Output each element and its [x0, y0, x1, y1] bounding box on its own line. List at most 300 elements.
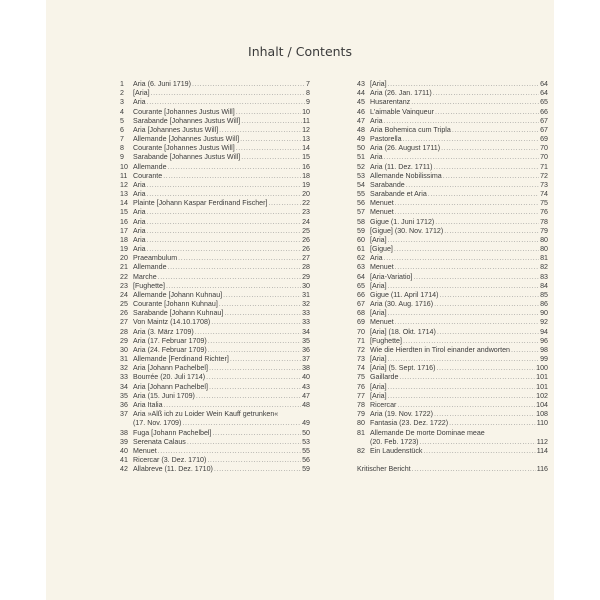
- entry-title: Bourrée (20. Juli 1714): [133, 373, 206, 382]
- entry-number: 63: [357, 263, 365, 272]
- dot-leader: [182, 419, 301, 428]
- entry-page: 69: [540, 135, 548, 144]
- dot-leader: [241, 153, 301, 162]
- toc-entry[interactable]: [120, 218, 310, 227]
- dot-leader: [196, 392, 301, 401]
- entry-page: 15: [302, 153, 310, 162]
- dot-leader: [147, 181, 301, 190]
- entry-title: [Aria]: [370, 309, 387, 318]
- toc-entry[interactable]: [357, 429, 548, 438]
- entry-number: 71: [357, 336, 365, 345]
- toc-entry[interactable]: [357, 144, 548, 153]
- entry-page: 9: [306, 98, 310, 107]
- toc-entry[interactable]: [120, 346, 310, 355]
- page-title: Inhalt / Contents: [248, 44, 352, 59]
- entry-number: 52: [357, 162, 365, 171]
- dot-leader: [399, 373, 535, 382]
- dot-leader: [443, 172, 539, 181]
- entry-page: 100: [536, 364, 548, 373]
- toc-entry[interactable]: [357, 208, 548, 217]
- entry-page: 72: [540, 171, 548, 180]
- toc-entry[interactable]: [357, 199, 548, 208]
- entry-page: 16: [302, 162, 310, 171]
- dot-leader: [219, 300, 301, 309]
- toc-entry[interactable]: [120, 199, 310, 208]
- entry-title: Aria (15. Juni 1709): [133, 391, 195, 400]
- entry-page: 28: [302, 263, 310, 272]
- dot-leader: [147, 236, 301, 245]
- toc-entry[interactable]: [120, 172, 310, 181]
- entry-title: Aria [Johannes Justus Will]: [133, 125, 219, 134]
- entry-number: 75: [357, 373, 365, 382]
- entry-page: 25: [302, 226, 310, 235]
- entry-number: 82: [357, 446, 365, 455]
- toc-entry[interactable]: [120, 318, 310, 327]
- entry-page: 35: [302, 336, 310, 345]
- toc-entry[interactable]: [120, 383, 310, 392]
- entry-page: 31: [302, 290, 310, 299]
- entry-title: Allemande [Ferdinand Richter]: [133, 355, 229, 364]
- entry-title: Allemande [Johannes Justus Will]: [133, 135, 240, 144]
- entry-title: [Aria]: [370, 355, 387, 364]
- dot-leader: [384, 153, 539, 162]
- entry-page: 78: [540, 217, 548, 226]
- toc-entry[interactable]: [120, 392, 310, 401]
- dot-leader: [147, 227, 301, 236]
- entry-page: 99: [540, 355, 548, 364]
- entry-number: 27: [120, 318, 128, 327]
- entry-page: 83: [540, 272, 548, 281]
- entry-page: 23: [302, 208, 310, 217]
- toc-entry[interactable]: [120, 282, 310, 291]
- toc-entry[interactable]: [120, 438, 310, 447]
- toc-entry[interactable]: [357, 227, 548, 236]
- entry-number: 72: [357, 345, 365, 354]
- entry-page: 65: [540, 98, 548, 107]
- toc-entry[interactable]: [120, 227, 310, 236]
- dot-leader: [147, 245, 301, 254]
- toc-entry[interactable]: [357, 419, 548, 428]
- dot-leader: [388, 355, 540, 364]
- toc-entry[interactable]: [357, 218, 548, 227]
- entry-page: 33: [302, 309, 310, 318]
- entry-title: Von Maintz (14.10.1708): [133, 318, 211, 327]
- entry-title: Courante [Johannes Justus Will]: [133, 144, 235, 153]
- toc-entry[interactable]: [357, 126, 548, 135]
- toc-entry[interactable]: [357, 318, 548, 327]
- entry-page: 114: [536, 446, 548, 455]
- toc-entry[interactable]: [120, 190, 310, 199]
- entry-number: 69: [357, 318, 365, 327]
- entry-page: 53: [302, 437, 310, 446]
- entry-title: Aria »Alß ich zu Loider Wein Kauff getrunken«: [133, 410, 279, 419]
- toc-entry[interactable]: [120, 236, 310, 245]
- dot-leader: [411, 98, 539, 107]
- entry-title: [Aria-Variatio]: [370, 272, 413, 281]
- entry-page: 59: [302, 465, 310, 474]
- toc-entry[interactable]: [357, 392, 548, 401]
- contents-left-column: [120, 80, 310, 474]
- entry-page: 64: [540, 79, 548, 88]
- dot-leader: [223, 291, 301, 300]
- entry-page: 14: [302, 144, 310, 153]
- entry-title: Aria: [370, 153, 383, 162]
- entry-number: 41: [120, 456, 128, 465]
- entry-page: 81: [540, 254, 548, 263]
- toc-entry[interactable]: [120, 291, 310, 300]
- dot-leader: [158, 447, 301, 456]
- dot-leader: [158, 273, 301, 282]
- entry-number: 28: [120, 327, 128, 336]
- entry-page: 70: [540, 153, 548, 162]
- toc-entry-continuation[interactable]: [357, 438, 548, 447]
- entry-title: Aria: [133, 180, 146, 189]
- dot-leader: [397, 401, 535, 410]
- entry-number: 78: [357, 401, 365, 409]
- entry-number: 66: [357, 290, 365, 299]
- entry-number: 46: [357, 107, 365, 116]
- entry-title: Aria (30. Aug. 1716): [370, 300, 434, 309]
- dot-leader: [384, 117, 539, 126]
- entry-number: 3: [120, 98, 124, 107]
- entry-title: [Gigue] (30. Nov. 1712): [370, 226, 444, 235]
- toc-entry[interactable]: [120, 254, 310, 263]
- dot-leader: [449, 419, 536, 428]
- entry-page: 24: [302, 217, 310, 226]
- toc-entry[interactable]: [357, 346, 548, 355]
- entry-title: Serenata Calaus: [133, 437, 186, 446]
- entry-title: [Fughette]: [370, 336, 402, 345]
- dot-leader: [394, 245, 539, 254]
- entry-number: 4: [120, 107, 124, 116]
- entry-title: Aria (3. März 1709): [133, 327, 194, 336]
- toc-entry[interactable]: [357, 364, 548, 373]
- toc-entry[interactable]: [357, 80, 548, 89]
- entry-title: Aria: [133, 226, 146, 235]
- entry-page: 102: [536, 391, 548, 400]
- entry-title: Sarabande [Johannes Justus Will]: [133, 116, 241, 125]
- dot-leader: [423, 447, 535, 456]
- dot-leader: [195, 328, 301, 337]
- toc-entry[interactable]: [357, 89, 548, 98]
- entry-page: 82: [540, 263, 548, 272]
- toc-entry[interactable]: [357, 273, 548, 282]
- entry-title: [Aria]: [370, 79, 387, 88]
- toc-entry[interactable]: [357, 263, 548, 272]
- toc-entry[interactable]: [120, 144, 310, 153]
- entry-number: 18: [120, 235, 128, 244]
- entry-title: Sarabande [Johannes Justus Will]: [133, 153, 241, 162]
- dot-leader: [388, 309, 540, 318]
- toc-entry[interactable]: [120, 245, 310, 254]
- toc-entry[interactable]: [120, 89, 310, 98]
- entry-number: 30: [120, 345, 128, 354]
- dot-leader: [206, 373, 301, 382]
- entry-number: 76: [357, 382, 365, 391]
- entry-number: 14: [120, 199, 128, 208]
- toc-entry[interactable]: [120, 447, 310, 456]
- entry-page: 101: [536, 373, 548, 382]
- entry-title: Allemande [Johann Kuhnau]: [133, 290, 223, 299]
- dot-leader: [147, 208, 301, 217]
- entry-page: 66: [540, 107, 548, 116]
- entry-title: Sarabande [Johann Kuhnau]: [133, 309, 224, 318]
- dot-leader: [413, 273, 539, 282]
- entry-number: 74: [357, 364, 365, 373]
- entry-title: Plainte [Johann Kaspar Ferdinand Fischer]: [133, 199, 268, 208]
- entry-title: Pastorella: [370, 135, 402, 144]
- entry-page: 55: [302, 446, 310, 455]
- entry-number: 5: [120, 116, 124, 125]
- entry-title: Ein Laudenstück: [370, 446, 423, 455]
- entry-page: 110: [536, 419, 548, 428]
- toc-entry[interactable]: [120, 263, 310, 272]
- toc-entry-continuation[interactable]: [120, 419, 310, 428]
- entry-number: 32: [120, 364, 128, 373]
- dot-leader: [219, 126, 301, 135]
- entry-page: 47: [302, 391, 310, 400]
- dot-leader: [388, 383, 536, 392]
- entry-title: [Gigue]: [370, 245, 393, 254]
- entry-page: 29: [302, 272, 310, 281]
- entry-title: Husarentanz: [370, 98, 411, 107]
- toc-entry[interactable]: [120, 108, 310, 117]
- entry-page: 48: [302, 401, 310, 409]
- entry-title: Menuet: [370, 208, 394, 217]
- dot-leader: [437, 328, 539, 337]
- dot-leader: [439, 291, 539, 300]
- entry-page: 8: [306, 89, 310, 98]
- entry-page: 30: [302, 281, 310, 290]
- entry-number: 15: [120, 208, 128, 217]
- toc-entry[interactable]: [120, 337, 310, 346]
- dot-leader: [208, 346, 301, 355]
- dot-leader: [240, 135, 301, 144]
- toc-entry[interactable]: [357, 447, 548, 456]
- entry-number: 55: [357, 190, 365, 199]
- dot-leader: [434, 410, 535, 419]
- toc-entry[interactable]: [120, 98, 310, 107]
- entry-title: Menuet: [370, 199, 394, 208]
- entry-title: Courante [Johann Kuhnau]: [133, 300, 218, 309]
- entry-page: 10: [302, 107, 310, 116]
- toc-entry[interactable]: [120, 429, 310, 438]
- entry-page: 26: [302, 235, 310, 244]
- toc-entry[interactable]: [120, 355, 310, 364]
- toc-entry[interactable]: [120, 273, 310, 282]
- entry-number: 16: [120, 217, 128, 226]
- toc-entry[interactable]: [357, 374, 548, 383]
- toc-entry[interactable]: [357, 135, 548, 144]
- entry-number: 73: [357, 355, 365, 364]
- entry-title: Aria [Johann Pachelbel]: [133, 364, 208, 373]
- toc-entry[interactable]: [357, 163, 548, 172]
- dot-leader: [212, 429, 301, 438]
- entry-number: 49: [357, 135, 365, 144]
- entry-number: 44: [357, 89, 365, 98]
- toc-entry[interactable]: [357, 117, 548, 126]
- dot-leader: [388, 236, 540, 245]
- entry-page: 108: [536, 410, 548, 419]
- toc-entry[interactable]: [120, 153, 310, 162]
- entry-number: 34: [120, 382, 128, 391]
- entry-title: Sarabande: [370, 180, 405, 189]
- entry-title: Menuet: [133, 446, 157, 455]
- dot-leader: [434, 300, 539, 309]
- toc-entry[interactable]: [357, 181, 548, 190]
- entry-title: Aria (17. Februar 1709): [133, 336, 207, 345]
- dot-leader: [388, 80, 540, 89]
- toc-entry[interactable]: [357, 309, 548, 318]
- toc-entry[interactable]: [357, 355, 548, 364]
- entry-page: 98: [540, 345, 548, 354]
- entry-title: Aria [Johann Pachelbel]: [133, 382, 208, 391]
- entry-title: Aria: [370, 254, 383, 263]
- entry-title: Fantasia (23. Dez. 1722): [370, 419, 449, 428]
- toc-entry[interactable]: [120, 410, 310, 419]
- toc-entry[interactable]: [120, 456, 310, 465]
- entry-title: Allemande: [133, 162, 167, 171]
- entry-title: [Aria]: [370, 235, 387, 244]
- entry-number: 58: [357, 217, 365, 226]
- toc-entry[interactable]: [357, 401, 548, 410]
- entry-page: 20: [302, 190, 310, 199]
- entry-title: Aria (26. Jan. 1711): [370, 89, 432, 98]
- dot-leader: [147, 98, 305, 107]
- entry-title: Allemande Nobilissima: [370, 171, 442, 180]
- entry-number: 33: [120, 373, 128, 382]
- entry-number: 22: [120, 272, 128, 281]
- entry-number: 13: [120, 190, 128, 199]
- toc-entry[interactable]: [120, 208, 310, 217]
- toc-entry[interactable]: [120, 80, 310, 89]
- dot-leader: [192, 80, 305, 89]
- toc-entry[interactable]: [357, 236, 548, 245]
- toc-entry[interactable]: [120, 309, 310, 318]
- entry-title: L'aimable Vainqueur: [370, 107, 434, 116]
- toc-entry[interactable]: [120, 401, 310, 410]
- toc-entry[interactable]: [357, 410, 548, 419]
- entry-number: 24: [120, 290, 128, 299]
- entry-title: Kritischer Bericht: [357, 465, 411, 474]
- toc-entry[interactable]: [120, 465, 310, 474]
- dot-leader: [433, 89, 539, 98]
- toc-entry[interactable]: [120, 300, 310, 309]
- toc-entry[interactable]: [357, 300, 548, 309]
- toc-entry[interactable]: [357, 337, 548, 346]
- toc-entry[interactable]: [120, 117, 310, 126]
- entry-page: 67: [540, 125, 548, 134]
- toc-entry[interactable]: [357, 291, 548, 300]
- entry-page: 104: [536, 401, 548, 409]
- dot-leader: [412, 465, 536, 474]
- dot-leader: [428, 190, 539, 199]
- toc-entry[interactable]: [357, 172, 548, 181]
- entry-title-continuation: (17. Nov. 1709): [133, 419, 182, 428]
- entry-page: 85: [540, 290, 548, 299]
- dot-leader: [406, 181, 539, 190]
- entry-title: Marche: [133, 272, 157, 281]
- dot-leader: [388, 392, 536, 401]
- entry-page: 33: [302, 318, 310, 327]
- dot-leader: [452, 126, 539, 135]
- entry-title: Aria: [133, 98, 146, 107]
- entry-number: 64: [357, 272, 365, 281]
- entry-number: 57: [357, 208, 365, 217]
- entry-title: Gigue (11. April 1714): [370, 290, 439, 299]
- entry-page: 92: [540, 318, 548, 327]
- dot-leader: [433, 163, 539, 172]
- entry-number: 59: [357, 226, 365, 235]
- dot-leader: [168, 263, 302, 272]
- dot-leader: [241, 117, 301, 126]
- toc-entry[interactable]: [120, 163, 310, 172]
- entry-number: 80: [357, 419, 365, 428]
- entry-number: 51: [357, 153, 365, 162]
- toc-entry[interactable]: [120, 181, 310, 190]
- dot-leader: [211, 318, 301, 327]
- entry-page: 11: [302, 116, 310, 125]
- entry-number: 47: [357, 116, 365, 125]
- toc-entry[interactable]: [357, 282, 548, 291]
- entry-title: Aria Italia: [133, 401, 163, 409]
- toc-entry[interactable]: [357, 153, 548, 162]
- toc-entry[interactable]: [120, 374, 310, 383]
- entry-page: 94: [540, 327, 548, 336]
- toc-entry[interactable]: [357, 108, 548, 117]
- dot-leader: [435, 218, 539, 227]
- dot-leader: [178, 254, 301, 263]
- entry-page: 75: [540, 199, 548, 208]
- entry-page: 79: [540, 226, 548, 235]
- dot-leader: [230, 355, 301, 364]
- entry-page: 70: [540, 144, 548, 153]
- entry-number: 21: [120, 263, 128, 272]
- entry-page: 112: [536, 437, 548, 446]
- entry-title: Ricercar: [370, 401, 397, 409]
- entry-title: Courante: [133, 171, 163, 180]
- entry-number: 2: [120, 89, 124, 98]
- entry-number: 45: [357, 98, 365, 107]
- entry-page: 18: [302, 171, 310, 180]
- toc-entry[interactable]: [357, 245, 548, 254]
- entry-title: Aria (6. Juni 1719): [133, 79, 191, 88]
- toc-entry[interactable]: [357, 254, 548, 263]
- toc-entry[interactable]: [357, 98, 548, 107]
- entry-page: 80: [540, 235, 548, 244]
- toc-entry[interactable]: [120, 135, 310, 144]
- toc-entry[interactable]: [357, 383, 548, 392]
- entry-title: Gaillarde: [370, 373, 399, 382]
- entry-number: 43: [357, 79, 365, 88]
- entry-number: 56: [357, 199, 365, 208]
- dot-leader: [403, 337, 539, 346]
- entry-number: 25: [120, 300, 128, 309]
- critical-report-entry[interactable]: [357, 465, 548, 474]
- toc-entry[interactable]: [120, 364, 310, 373]
- dot-leader: [441, 144, 539, 153]
- entry-title: Praeambulum: [133, 254, 178, 263]
- toc-entry[interactable]: [357, 190, 548, 199]
- entry-page: 50: [302, 428, 310, 437]
- entry-page: 84: [540, 281, 548, 290]
- entry-title: Sarabande et Aria: [370, 190, 427, 199]
- entry-title: [Aria]: [133, 89, 150, 98]
- toc-entry[interactable]: [357, 328, 548, 337]
- toc-entry[interactable]: [120, 328, 310, 337]
- entry-number: 53: [357, 171, 365, 180]
- toc-entry[interactable]: [120, 126, 310, 135]
